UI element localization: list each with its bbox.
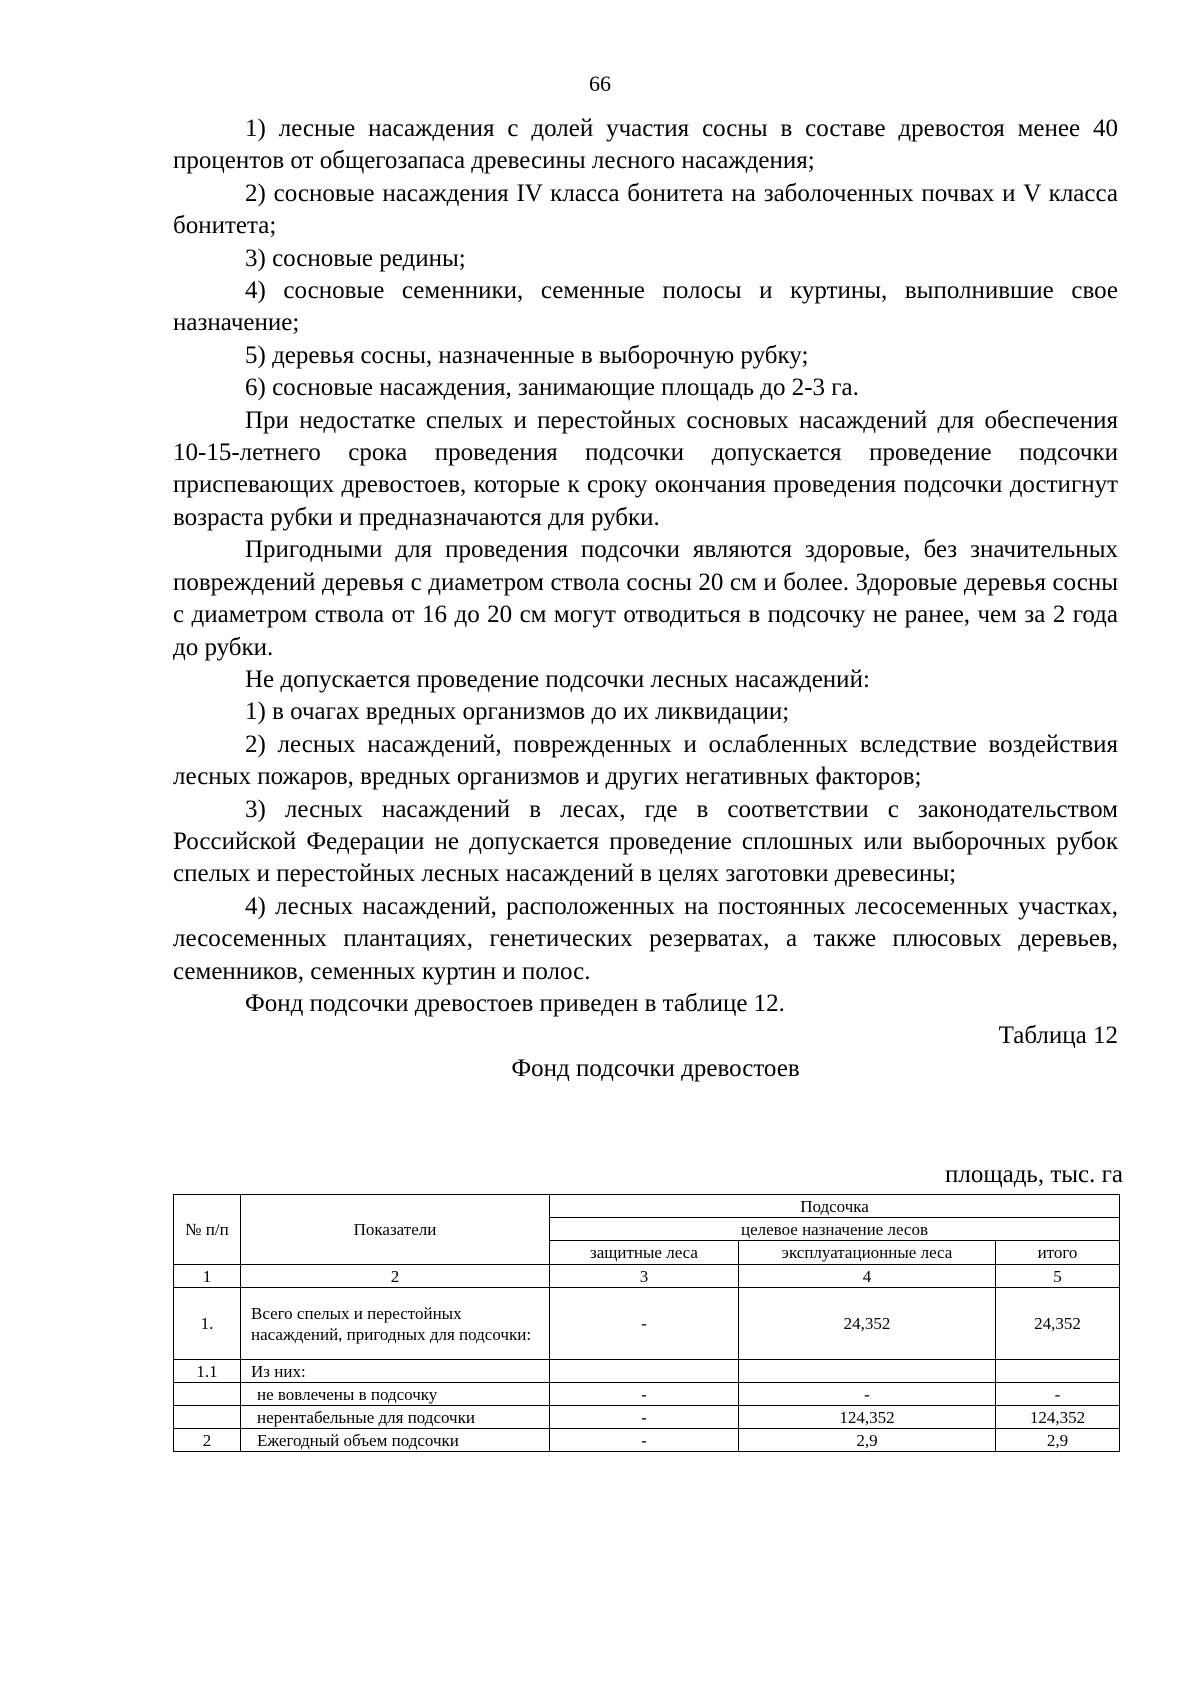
paragraph: 2) сосновые насаждения IV класса бонитета на заболоченных почвах и V класса бонитета; [173,179,1118,240]
row-name: Ежегодный объем подсочки [241,1429,550,1452]
table-unit: площадь, тыс. га [945,1161,1123,1188]
paragraph: 3) сосновые редины; [245,244,466,272]
row-name: Всего спелых и перестойных насаждений, пригодных для подсочки: [241,1288,550,1360]
paragraph: 3) лесных насаждений в лесах, где в соответствии с законодательством Российской Федерации не допускается проведение сплошных или выборочных рубок спелых и перестойных лесных насаждений в целях заготовки древесины; [173,795,1118,888]
page-number: 66 [589,71,611,96]
row-num: 1.1 [174,1360,241,1383]
paragraph: При недостатке спелых и перестойных сосновых насаждений для обеспечения 10-15-летнего срока проведения подсочки допускается проведение подсочки приспевающих древостоев, которые к сроку окончания проведения подсочки достигнут возраста рубки и предназначаются для рубки. [173,406,1118,531]
row-num [174,1383,241,1406]
row-num: 2 [174,1429,241,1452]
paragraph: 1) лесные насаждения с долей участия сосны в составе древостоя менее 40 процентов от общегозапаса древесины лесного насаждения; [173,115,1118,175]
header-subgroup: целевое назначение лесов [550,1218,1120,1241]
header-exploitation: эксплуатационные леса [739,1241,996,1265]
row-protective: - [550,1429,739,1452]
column-number: 4 [739,1265,996,1288]
row-total [996,1360,1120,1383]
row-exploitation: - [739,1383,996,1406]
table-title: Фонд подсочки древостоев [511,1054,800,1082]
header-group: Подсочка [550,1195,1120,1218]
row-name: Из них: [241,1360,550,1383]
row-total: 124,352 [996,1406,1120,1429]
column-number: 2 [241,1265,550,1288]
row-exploitation: 24,352 [739,1288,996,1360]
paragraph: Не допускается проведение подсочки лесных насаждений: [245,665,870,693]
row-total: 24,352 [996,1288,1120,1360]
row-num: 1. [174,1288,241,1360]
row-exploitation [739,1360,996,1383]
body-text [173,113,1118,1085]
row-protective: - [550,1288,739,1360]
row-num [174,1406,241,1429]
table-row [174,1406,1120,1429]
column-numbers-row [174,1265,1120,1288]
column-number: 1 [174,1265,241,1288]
table-row [174,1429,1120,1452]
table-row [174,1360,1120,1383]
header-num: № п/п [174,1195,241,1265]
column-number: 5 [996,1265,1120,1288]
paragraph: 4) лесных насаждений, расположенных на постоянных лесосеменных участках, лесосеменных плантациях, генетических резерватах, а также плюсовых деревьев, семенников, семенных куртин и полос. [173,892,1118,985]
paragraph: 5) деревья сосны, назначенные в выборочную рубку; [245,341,809,369]
table-row [174,1383,1120,1406]
row-name: не вовлечены в подсочку [241,1383,550,1406]
row-total: - [996,1383,1120,1406]
row-name: нерентабельные для подсочки [241,1406,550,1429]
paragraph: Пригодными для проведения подсочки являются здоровые, без значительных повреждений деревья с диаметром ствола сосны 20 см и более. Здоровые деревья сосны с диаметром ствола от 16 до 20 см могут отводиться в подсочку не ранее, чем за 2 года до рубки. [173,536,1118,661]
row-protective: - [550,1406,739,1429]
header-protective: защитные леса [550,1241,739,1265]
column-number: 3 [550,1265,739,1288]
paragraph: 4) сосновые семенники, семенные полосы и куртины, выполнившие свое назначение; [173,277,1118,337]
header-indicator: Показатели [241,1195,550,1265]
row-exploitation: 124,352 [739,1406,996,1429]
row-protective: - [550,1383,739,1406]
paragraph: 6) сосновые насаждения, занимающие площадь до 2-3 га. [245,374,859,402]
paragraph: 2) лесных насаждений, поврежденных и ослабленных вследствие воздействия лесных пожаров, вредных организмов и других негативных факторов; [173,730,1118,791]
paragraph: Фонд подсочки древостоев приведен в таблице 12. [245,989,785,1017]
table-label: Таблица 12 [998,1022,1118,1050]
paragraph: 1) в очагах вредных организмов до их ликвидации; [245,698,790,726]
row-exploitation: 2,9 [739,1429,996,1452]
header-total: итого [996,1241,1120,1265]
data-table [173,1194,1120,1452]
table-row [174,1288,1120,1360]
row-protective [550,1360,739,1383]
row-total: 2,9 [996,1429,1120,1452]
